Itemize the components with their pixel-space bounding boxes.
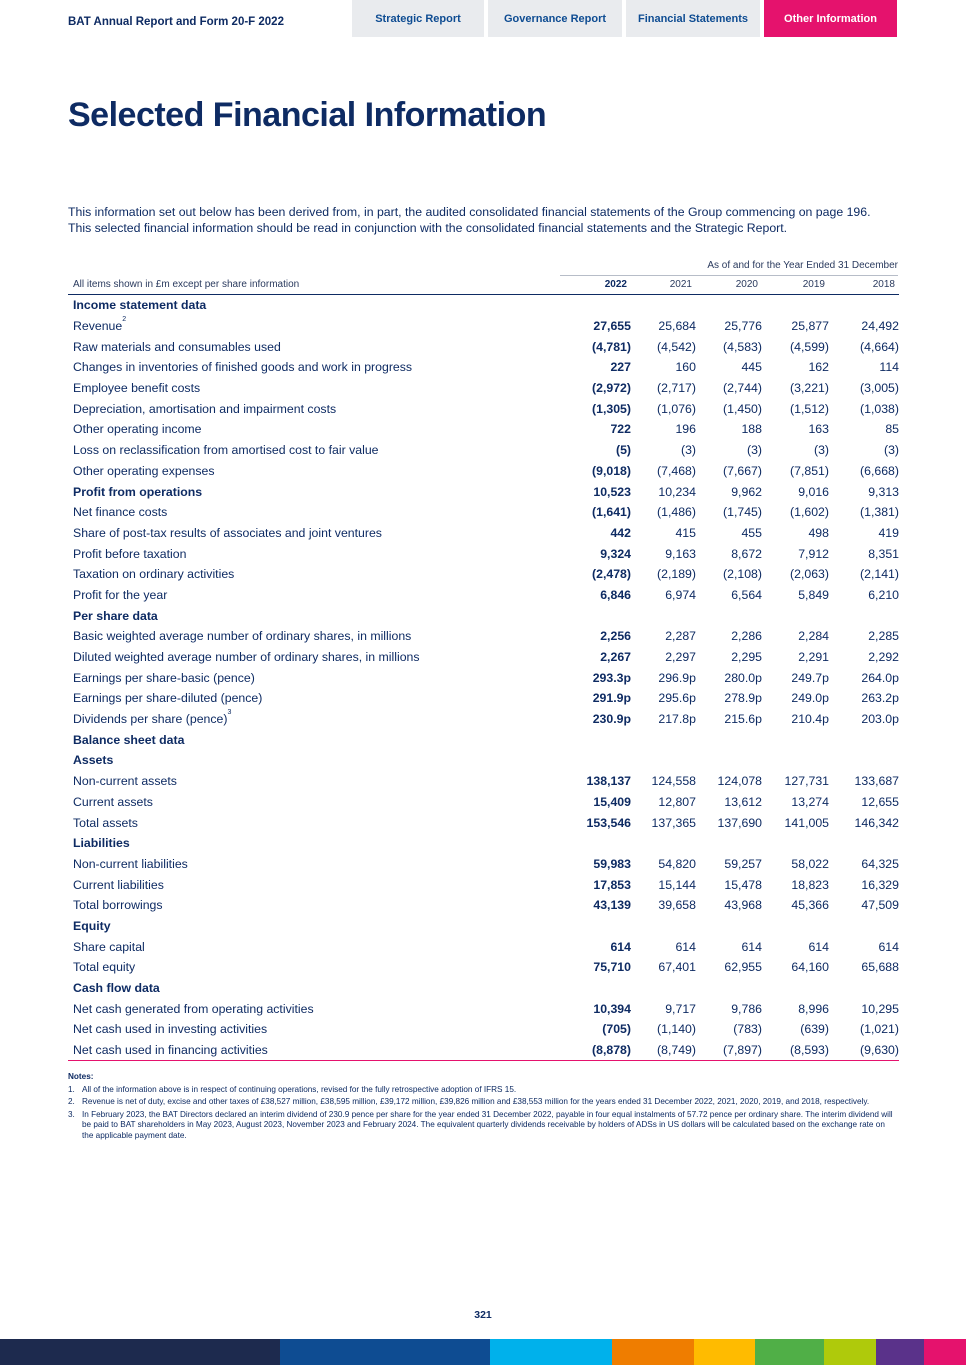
value-cell: (1,512) [790, 401, 829, 416]
table-row [68, 398, 899, 419]
value-cell: 13,274 [791, 794, 829, 809]
value-cell: 124,078 [717, 774, 762, 789]
value-cell: (2,108) [723, 567, 762, 582]
value-cell: 6,564 [731, 587, 762, 602]
value-cell: 9,163 [665, 546, 696, 561]
color-bar-segment [824, 1339, 876, 1365]
row-label-text: Non-current liabilities [73, 856, 188, 871]
value-cell: (7,897) [696, 1040, 762, 1061]
value-cell: 85 [885, 422, 899, 437]
section-label: Liabilities [73, 836, 130, 851]
value-cell: 296.9p [658, 670, 696, 685]
value-cell: 293.3p [592, 670, 631, 685]
value-cell: (7,667) [723, 463, 762, 478]
row-label [68, 647, 559, 668]
value-cell: 67,401 [658, 960, 696, 975]
note-text: All of the information above is in respect of continuing operations, revised for the fully retrospective adoption of IFRS 15. [82, 1084, 517, 1094]
row-label-text: Revenue [73, 319, 123, 334]
value-cell: (4,583) [723, 339, 762, 354]
value-cell: (8,593) [762, 1040, 829, 1061]
color-bar-segment [612, 1339, 694, 1365]
value-cell: 64,160 [791, 960, 829, 975]
table-row [68, 502, 899, 523]
intro-paragraph: This information set out below has been derived from, in part, the audited consolidated financial statements of the Group commencing on page 196. This selected financial information should be read in conjunction with the consolidated financial statements and the Strategic Report. [68, 205, 871, 235]
row-label [68, 874, 559, 895]
row-label-text: Total borrowings [73, 898, 163, 913]
table-row [68, 1040, 899, 1061]
row-label [68, 502, 559, 523]
page-title: Selected Financial Information [68, 96, 547, 134]
section-header-row [68, 295, 899, 316]
value-cell: (8,749) [631, 1040, 696, 1061]
row-label [68, 792, 559, 813]
value-cell: 203.0p [861, 712, 899, 727]
value-cell: (783) [733, 1022, 762, 1037]
section-label: Balance sheet data [73, 732, 185, 747]
value-cell: 188 [741, 422, 762, 437]
brand-color-bar [0, 1339, 966, 1365]
table-row [68, 936, 899, 957]
row-label [68, 398, 559, 419]
tab-other-information[interactable]: Other Information [764, 0, 897, 37]
notes [68, 1072, 894, 1144]
value-cell: 2,267 [600, 650, 631, 665]
value-cell: 263.2p [861, 691, 899, 706]
value-cell: 160 [675, 360, 696, 375]
value-cell: 614 [878, 939, 899, 954]
value-cell: (2,972) [592, 381, 631, 396]
value-cell: 5,849 [798, 587, 829, 602]
row-label-text: Current liabilities [73, 877, 164, 892]
value-cell: 6,846 [600, 587, 631, 602]
table-row [68, 440, 899, 461]
table-header-row [68, 276, 899, 295]
row-label [68, 378, 559, 399]
value-cell: 10,234 [658, 484, 696, 499]
value-cell: 278.9p [724, 691, 762, 706]
value-cell: (1,745) [723, 505, 762, 520]
value-cell: 722 [610, 422, 631, 437]
color-bar-segment [280, 1339, 490, 1365]
row-label-text: Profit from operations [73, 484, 203, 499]
row-label-text: Earnings per share-basic (pence) [73, 670, 255, 685]
value-cell: 9,324 [600, 546, 631, 561]
value-cell: 442 [610, 525, 631, 540]
table-row [68, 792, 899, 813]
row-label [68, 771, 559, 792]
row-label-text: Other operating expenses [73, 463, 215, 478]
table-row [68, 481, 899, 502]
row-label-text: Current assets [73, 794, 153, 809]
value-cell: (1,305) [592, 401, 631, 416]
table-row [68, 626, 899, 647]
value-cell: 47,509 [861, 898, 899, 913]
table-row [68, 998, 899, 1019]
value-cell: 291.9p [592, 691, 631, 706]
row-label-text: Share capital [73, 939, 145, 954]
row-label-text: Non-current assets [73, 774, 177, 789]
table-row [68, 812, 899, 833]
year-header: 2018 [829, 276, 899, 295]
value-cell: (4,664) [860, 339, 899, 354]
color-bar-segment [0, 1339, 280, 1365]
table-row [68, 688, 899, 709]
value-cell: (8,878) [559, 1040, 631, 1061]
value-cell: (1,450) [723, 401, 762, 416]
value-cell: (2,478) [592, 567, 631, 582]
value-cell: 2,291 [798, 650, 829, 665]
value-cell: 264.0p [861, 670, 899, 685]
row-label [68, 440, 559, 461]
value-cell: 498 [808, 525, 829, 540]
value-cell: 217.8p [658, 712, 696, 727]
value-cell: 230.9p [592, 712, 631, 727]
row-label-text: Total assets [73, 815, 138, 830]
value-cell: 280.0p [724, 670, 762, 685]
value-cell: (1,038) [860, 401, 899, 416]
value-cell: 8,672 [731, 546, 762, 561]
value-cell: 75,710 [593, 960, 631, 975]
section-header-row [68, 833, 899, 854]
color-bar-segment [490, 1339, 612, 1365]
row-label-text: Profit before taxation [73, 546, 187, 561]
row-label [68, 854, 559, 875]
value-cell: 54,820 [658, 856, 696, 871]
row-label [68, 709, 559, 730]
row-label-text: Loss on reclassification from amortised cost to fair value [73, 443, 379, 458]
color-bar-segment [755, 1339, 824, 1365]
section-header-row [68, 729, 899, 750]
value-cell: 2,285 [868, 629, 899, 644]
value-cell: (3,221) [790, 381, 829, 396]
note-text: Revenue is net of duty, excise and other taxes of £38,527 million, £38,595 million, £39,172 million, £39,826 million and £38,553 million for the years ended 31 December 2022, 2021, 2020, 2019, and 2018, respectively. [82, 1097, 870, 1107]
value-cell: 9,962 [731, 484, 762, 499]
note-item [68, 1085, 894, 1096]
year-header: 2020 [696, 276, 762, 295]
value-cell: (2,189) [657, 567, 696, 582]
row-label [68, 667, 559, 688]
row-label [68, 1040, 559, 1061]
note-item [68, 1110, 894, 1142]
value-cell: 15,478 [724, 877, 762, 892]
row-label [68, 895, 559, 916]
row-label-text: Employee benefit costs [73, 381, 201, 396]
value-cell: 62,955 [724, 960, 762, 975]
table-row [68, 419, 899, 440]
value-cell: 9,313 [868, 484, 899, 499]
row-label-text: Profit for the year [73, 587, 168, 602]
table-row [68, 336, 899, 357]
row-label-text: Diluted weighted average number of ordinary shares, in millions [73, 650, 420, 665]
value-cell: 25,877 [791, 319, 829, 334]
value-cell: 10,295 [861, 1001, 899, 1016]
table-row [68, 709, 899, 730]
value-cell: 419 [878, 525, 899, 540]
value-cell: (9,630) [829, 1040, 899, 1061]
value-cell: (3) [680, 443, 696, 458]
note-number: 1. [68, 1084, 75, 1094]
value-cell: 137,690 [717, 815, 762, 830]
value-cell: 614 [741, 939, 762, 954]
section-header-row [68, 916, 899, 937]
value-cell: (1,076) [657, 401, 696, 416]
value-cell: 295.6p [658, 691, 696, 706]
value-cell: 196 [675, 422, 696, 437]
row-label-text: Net cash used in investing activities [73, 1022, 268, 1037]
value-cell: 9,717 [665, 1001, 696, 1016]
row-label [68, 357, 559, 378]
value-cell: 146,342 [854, 815, 899, 830]
tab-strategic-report[interactable]: Strategic Report [352, 0, 484, 37]
section-header-row [68, 978, 899, 999]
year-header: 2022 [559, 276, 631, 295]
value-cell: 13,612 [724, 794, 762, 809]
value-cell: 25,776 [724, 319, 762, 334]
row-label [68, 936, 559, 957]
value-cell: 163 [808, 422, 829, 437]
value-cell: 445 [741, 360, 762, 375]
label-header: All items shown in £m except per share information [68, 276, 559, 295]
value-cell: (1,021) [860, 1022, 899, 1037]
value-cell: (1,486) [657, 505, 696, 520]
value-cell: (639) [800, 1022, 829, 1037]
row-label-text: Net cash used in financing activities [73, 1043, 268, 1058]
value-cell: 210.4p [791, 712, 829, 727]
value-cell: 43,139 [593, 898, 631, 913]
value-cell: 7,912 [798, 546, 829, 561]
row-label-text: Net finance costs [73, 505, 168, 520]
value-cell: (1,602) [790, 505, 829, 520]
value-cell: 215.6p [724, 712, 762, 727]
value-cell: (705) [602, 1022, 631, 1037]
value-cell: 138,137 [586, 774, 631, 789]
note-item [68, 1097, 894, 1108]
value-cell: (2,717) [657, 381, 696, 396]
table-row [68, 771, 899, 792]
value-cell: (1,641) [592, 505, 631, 520]
note-number: 2. [68, 1097, 75, 1107]
value-cell: 2,295 [731, 650, 762, 665]
value-cell: 65,688 [861, 960, 899, 975]
table-row [68, 543, 899, 564]
section-label: Equity [73, 918, 111, 933]
table-row [68, 667, 899, 688]
row-label-text: Changes in inventories of finished goods and work in progress [73, 360, 413, 375]
row-label [68, 688, 559, 709]
section-label: Per share data [73, 608, 158, 623]
value-cell: (4,599) [790, 339, 829, 354]
value-cell: 114 [879, 360, 899, 375]
row-label-text: Dividends per share (pence) [73, 712, 228, 727]
value-cell: (4,542) [657, 339, 696, 354]
value-cell: 9,786 [731, 1001, 762, 1016]
value-cell: 8,996 [798, 1001, 829, 1016]
table-row [68, 895, 899, 916]
value-cell: 124,558 [651, 774, 696, 789]
value-cell: (7,851) [790, 463, 829, 478]
value-cell: 455 [741, 525, 762, 540]
row-label [68, 957, 559, 978]
table-row [68, 1019, 899, 1040]
value-cell: (4,781) [592, 339, 631, 354]
value-cell: (1,381) [860, 505, 899, 520]
value-cell: 141,005 [784, 815, 829, 830]
footnote-ref: 3 [227, 709, 232, 717]
row-label-text: Raw materials and consumables used [73, 339, 281, 354]
row-label [68, 461, 559, 482]
table-body [68, 295, 899, 1061]
value-cell: 614 [808, 939, 829, 954]
value-cell: (1,140) [657, 1022, 696, 1037]
value-cell: (2,063) [790, 567, 829, 582]
value-cell: 45,366 [791, 898, 829, 913]
financial-table [68, 276, 899, 1061]
value-cell: 137,365 [651, 815, 696, 830]
row-label [68, 481, 559, 502]
row-label [68, 585, 559, 606]
section-label: Cash flow data [73, 981, 160, 996]
row-label-text: Share of post-tax results of associates and joint ventures [73, 525, 382, 540]
value-cell: 12,655 [861, 794, 899, 809]
row-label [68, 419, 559, 440]
value-cell: 27,655 [593, 319, 631, 334]
value-cell: 6,210 [868, 587, 899, 602]
row-label [68, 626, 559, 647]
section-label: Income statement data [73, 298, 207, 313]
value-cell: 249.0p [791, 691, 829, 706]
table-row [68, 957, 899, 978]
value-cell: 127,731 [784, 774, 829, 789]
note-text: In February 2023, the BAT Directors declared an interim dividend of 230.9 pence per share for the year ended 31 December 2022, payable in four equal instalments of 57.72 pence per ordinary share. The interim dividend will be paid to BAT shareholders in May 2023, August 2023, November 2023 and February 2024. The equivalent quarterly dividends receivable by holders of ADSs in US dollars will be calculated based on the exchange rate on the applicable payment date. [82, 1109, 893, 1140]
table-row [68, 357, 899, 378]
value-cell: 59,983 [593, 856, 631, 871]
table-row [68, 585, 899, 606]
row-label [68, 316, 559, 337]
table-row [68, 523, 899, 544]
footnote-ref: 2 [122, 316, 127, 324]
value-cell: (3) [813, 443, 829, 458]
table-row [68, 854, 899, 875]
report-title: BAT Annual Report and Form 20-F 2022 [68, 16, 284, 28]
row-label-text: Depreciation, amortisation and impairment costs [73, 401, 337, 416]
value-cell: 58,022 [791, 856, 829, 871]
period-header: As of and for the Year Ended 31 December [560, 260, 898, 276]
value-cell: 25,684 [658, 319, 696, 334]
color-bar-segment [876, 1339, 924, 1365]
value-cell: 15,144 [658, 877, 696, 892]
value-cell: 39,658 [658, 898, 696, 913]
value-cell: (7,468) [657, 463, 696, 478]
table-row [68, 316, 899, 337]
value-cell: (5) [615, 443, 631, 458]
row-label [68, 523, 559, 544]
value-cell: 133,687 [854, 774, 899, 789]
table-row [68, 647, 899, 668]
value-cell: 153,546 [586, 815, 631, 830]
row-label-text: Net cash generated from operating activities [73, 1001, 314, 1016]
value-cell: (9,018) [592, 463, 631, 478]
section-header-row [68, 605, 899, 626]
value-cell: 8,351 [868, 546, 899, 561]
value-cell: 10,394 [593, 1001, 631, 1016]
row-label [68, 543, 559, 564]
value-cell: 2,256 [600, 629, 631, 644]
value-cell: 43,968 [724, 898, 762, 913]
value-cell: 24,492 [861, 319, 899, 334]
value-cell: (3) [883, 443, 899, 458]
tab-governance-report[interactable]: Governance Report [488, 0, 622, 37]
row-label-text: Total equity [73, 960, 136, 975]
value-cell: 2,287 [665, 629, 696, 644]
row-label-text: Earnings per share-diluted (pence) [73, 691, 263, 706]
row-label-text: Other operating income [73, 422, 202, 437]
value-cell: 2,284 [798, 629, 829, 644]
value-cell: 614 [675, 939, 696, 954]
row-label [68, 564, 559, 585]
value-cell: 64,325 [861, 856, 899, 871]
year-header: 2019 [762, 276, 829, 295]
value-cell: 249.7p [791, 670, 829, 685]
value-cell: 16,329 [861, 877, 899, 892]
row-label [68, 1019, 559, 1040]
value-cell: (3,005) [860, 381, 899, 396]
value-cell: 415 [675, 525, 696, 540]
value-cell: 18,823 [791, 877, 829, 892]
table-row [68, 874, 899, 895]
section-header-row [68, 750, 899, 771]
row-label [68, 812, 559, 833]
row-label-text: Basic weighted average number of ordinary shares, in millions [73, 629, 412, 644]
row-label [68, 336, 559, 357]
value-cell: 614 [610, 939, 631, 954]
row-label [68, 998, 559, 1019]
year-header: 2021 [631, 276, 696, 295]
value-cell: 2,286 [731, 629, 762, 644]
note-number: 3. [68, 1109, 75, 1119]
value-cell: (3) [746, 443, 762, 458]
section-label: Assets [73, 753, 114, 768]
color-bar-segment [694, 1339, 755, 1365]
value-cell: (6,668) [860, 463, 899, 478]
page-number: 321 [474, 1309, 492, 1321]
value-cell: 12,807 [658, 794, 696, 809]
row-label-text: Taxation on ordinary activities [73, 567, 235, 582]
table-row [68, 564, 899, 585]
table-row [68, 461, 899, 482]
table-row [68, 378, 899, 399]
value-cell: 10,523 [593, 484, 631, 499]
value-cell: 6,974 [665, 587, 696, 602]
value-cell: (2,744) [723, 381, 762, 396]
value-cell: 2,292 [868, 650, 899, 665]
value-cell: (2,141) [860, 567, 899, 582]
notes-title: Notes: [68, 1072, 94, 1081]
value-cell: 227 [610, 360, 631, 375]
value-cell: 9,016 [798, 484, 829, 499]
value-cell: 17,853 [593, 877, 631, 892]
value-cell: 162 [808, 360, 829, 375]
color-bar-segment [924, 1339, 966, 1365]
value-cell: 15,409 [593, 794, 631, 809]
value-cell: 2,297 [665, 650, 696, 665]
tab-financial-statements[interactable]: Financial Statements [626, 0, 760, 37]
value-cell: 59,257 [724, 856, 762, 871]
